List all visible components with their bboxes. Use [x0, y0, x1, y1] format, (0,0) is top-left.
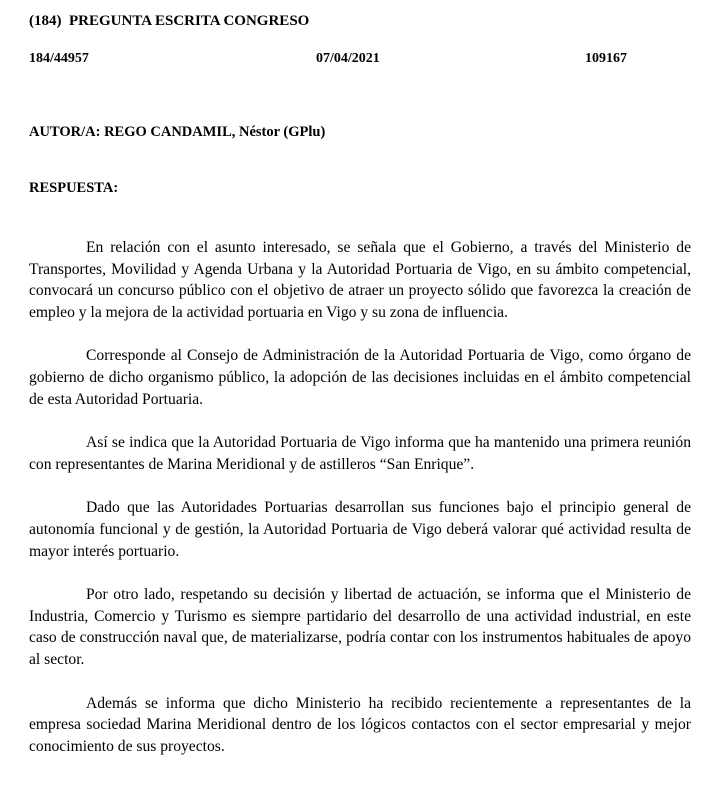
response-paragraph: Además se informa que dicho Ministerio ha recibido recientemente a representantes de la empresa sociedad Marina Meridional dentro de los lógicos contactos con el sector empresarial y mejor conocimiento de sus proyectos. [29, 694, 691, 755]
response-paragraph: Por otro lado, respetando su decisión y libertad de actuación, se informa que el Ministerio de Industria, Comercio y Turismo es siempre partidario del desarrollo de una actividad industrial, en este caso de construcción naval que, de materializarse, podría contar con los instrumentos habituales de apoyo al sector. [29, 586, 691, 668]
response-paragraph: Así se indica que la Autoridad Portuaria de Vigo informa que ha mantenido una primera reunión con representantes de Marina Meridional y de astilleros “San Enrique”. [29, 434, 691, 473]
document-page [29, 0, 691, 808]
response-paragraph: Dado que las Autoridades Portuarias desarrollan sus funciones bajo el principio general de autonomía funcional y de gestión, la Autoridad Portuaria de Vigo deberá valorar qué actividad resulta de mayor interés portuario. [29, 499, 691, 560]
author-line [29, 124, 325, 141]
response-body [29, 237, 691, 779]
document-header [29, 13, 309, 30]
author-name: REGO CANDAMIL, Néstor (GPlu) [104, 124, 326, 140]
file-number: 184/44957 [29, 51, 89, 66]
document-title: PREGUNTA ESCRITA CONGRESO [69, 13, 310, 29]
reference-row [29, 51, 691, 71]
response-paragraph: Corresponde al Consejo de Administración de la Autoridad Portuaria de Vigo, como órgano de gobierno de dicho organismo público, la adopción de las decisiones incluidas en el ámbito competencial de esta Autoridad Portuaria. [29, 347, 691, 408]
author-label: AUTOR/A: [29, 124, 101, 140]
registry-code: 109167 [585, 51, 627, 66]
question-number: (184) [29, 13, 62, 29]
response-label: RESPUESTA: [29, 180, 119, 196]
document-date: 07/04/2021 [316, 51, 380, 66]
response-paragraph: En relación con el asunto interesado, se señala que el Gobierno, a través del Ministerio de Transportes, Movilidad y Agenda Urbana y la Autoridad Portuaria de Vigo, en su ámbito competencial, convocará un concurso público con el objetivo de atraer un proyecto sólido que favorezca la creación de empleo y la mejora de la actividad portuaria en Vigo y su zona de influencia. [29, 239, 691, 321]
